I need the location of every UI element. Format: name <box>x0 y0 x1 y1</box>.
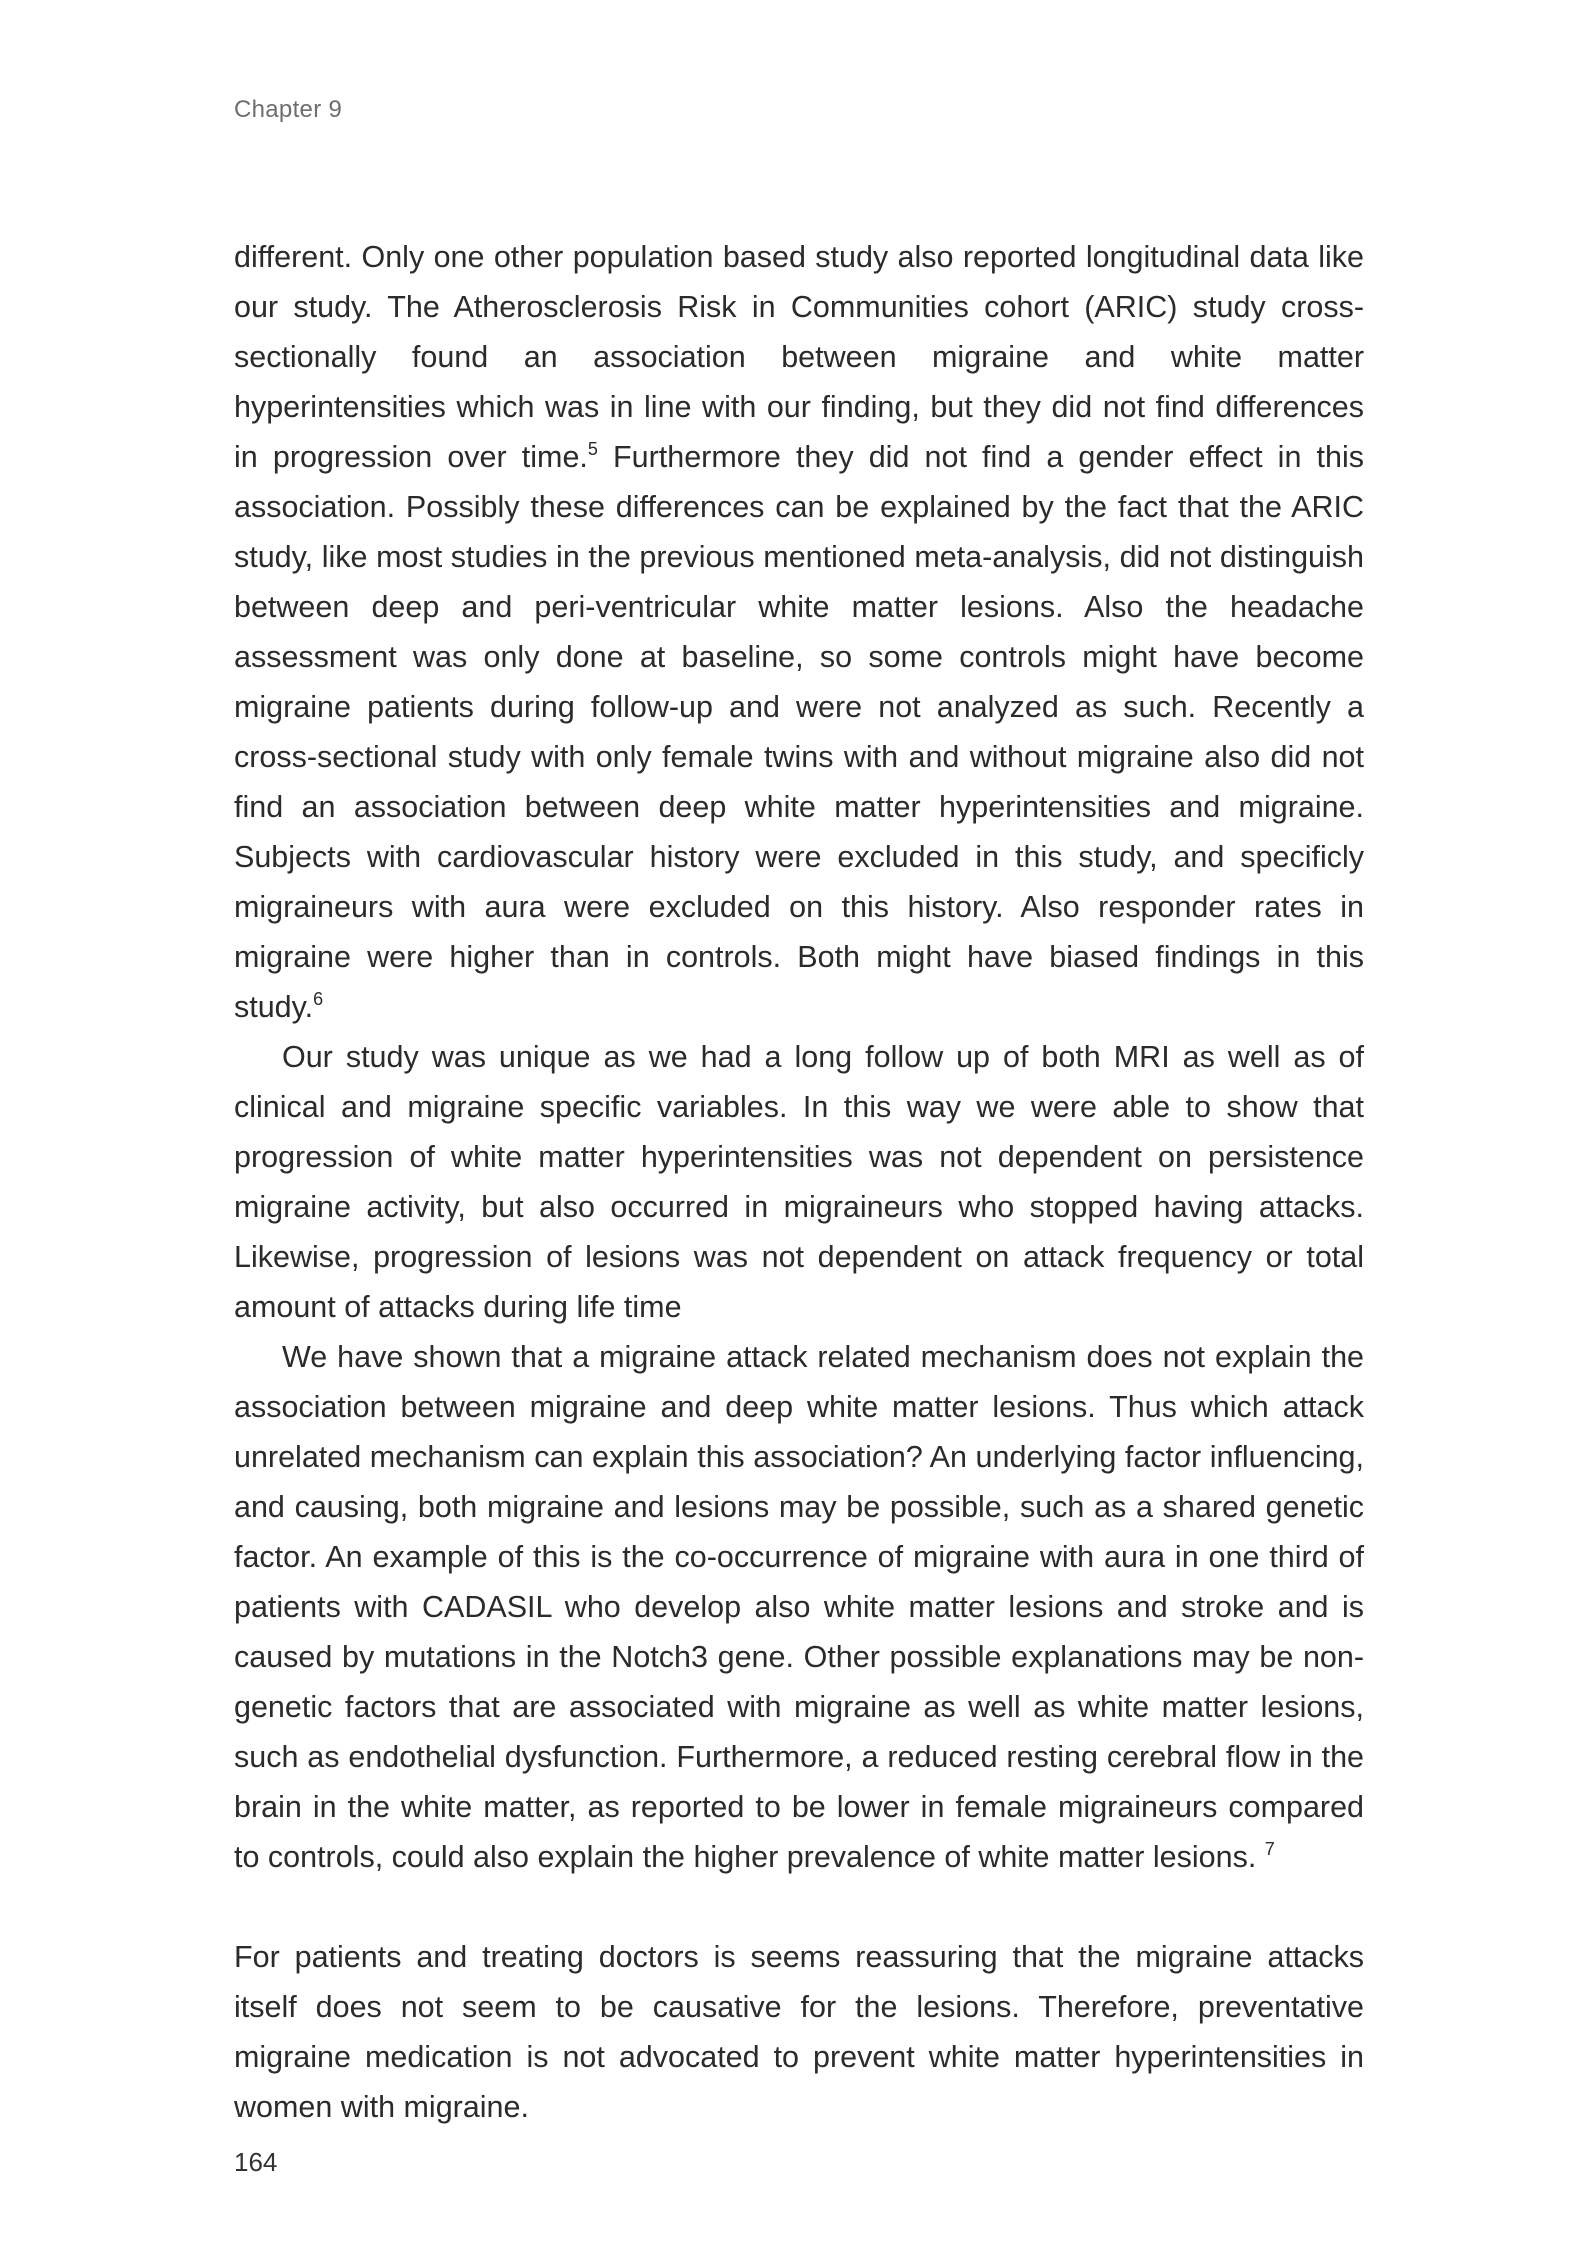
body-text <box>234 232 1364 2132</box>
reference-7: 7 <box>1264 1839 1275 1859</box>
paragraph-2: Our study was unique as we had a long follow up of both MRI as well as of clinical and migraine specific variables. In this way we were able to show that progression of white matter hyperintensities was not dependent on persistence migraine activity, but also occurred in migraineurs who stopped having attacks. Likewise, progression of lesions was not dependent on attack frequency or total amount of attacks during life time <box>234 1040 1364 1324</box>
paragraph-3-text: We have shown that a migraine attack related mechanism does not explain the association between migraine and deep white matter lesions. Thus which attack unrelated mechanism can explain this association? An underlying factor influencing, and causing, both migraine and lesions may be possible, such as a shared genetic factor. An example of this is the co-occurrence of migraine with aura in one third of patients with CADASIL who develop also white matter lesions and stroke and is caused by mutations in the Notch3 gene. Other possible explanations may be non-genetic factors that are associated with migraine as well as white matter lesions, such as endothelial dysfunction. Furthermore, a reduced resting cerebral flow in the brain in the white matter, as reported to be lower in female migraineurs compared to controls, could also explain the higher prevalence of white matter lesions. <box>234 1340 1364 1874</box>
page-number: 164 <box>234 2147 278 2177</box>
paragraph-1 <box>234 232 1364 1032</box>
paragraph-1-part-2: Furthermore they did not find a gender effect in this association. Possibly these differences can be explained by the fact that the ARIC study, like most studies in the previous mentioned meta-analysis, did not distinguish between deep and peri-ventricular white matter lesions. Also the headache assessment was only done at baseline, so some controls might have become migraine patients during follow-up and were not analyzed as such. Recently a cross-sectional study with only female twins with and without migraine also did not find an association between deep white matter hyperintensities and migraine. Subjects with cardiovascular history were excluded in this study, and specificly migraineurs with aura were excluded on this history. Also responder rates in migraine were higher than in controls. Both might have biased findings in this study. <box>234 440 1364 1024</box>
paragraph-3 <box>234 1332 1364 1882</box>
paragraph-1-part-1: different. Only one other population based study also reported longitudinal data like our study. The Atherosclerosis Risk in Communities cohort (ARIC) study cross-sectionally found an association between migraine and white matter hyperintensities which was in line with our finding, but they did not find differences in progression over time. <box>234 240 1364 474</box>
paragraph-4: For patients and treating doctors is seems reassuring that the migraine attacks itself does not seem to be causative for the lesions. Therefore, preventative migraine medication is not advocated to prevent white matter hyperintensities in women with migraine. <box>234 1940 1364 2124</box>
reference-6: 6 <box>313 989 324 1009</box>
reference-5: 5 <box>587 439 598 459</box>
running-head: Chapter 9 <box>234 96 343 123</box>
